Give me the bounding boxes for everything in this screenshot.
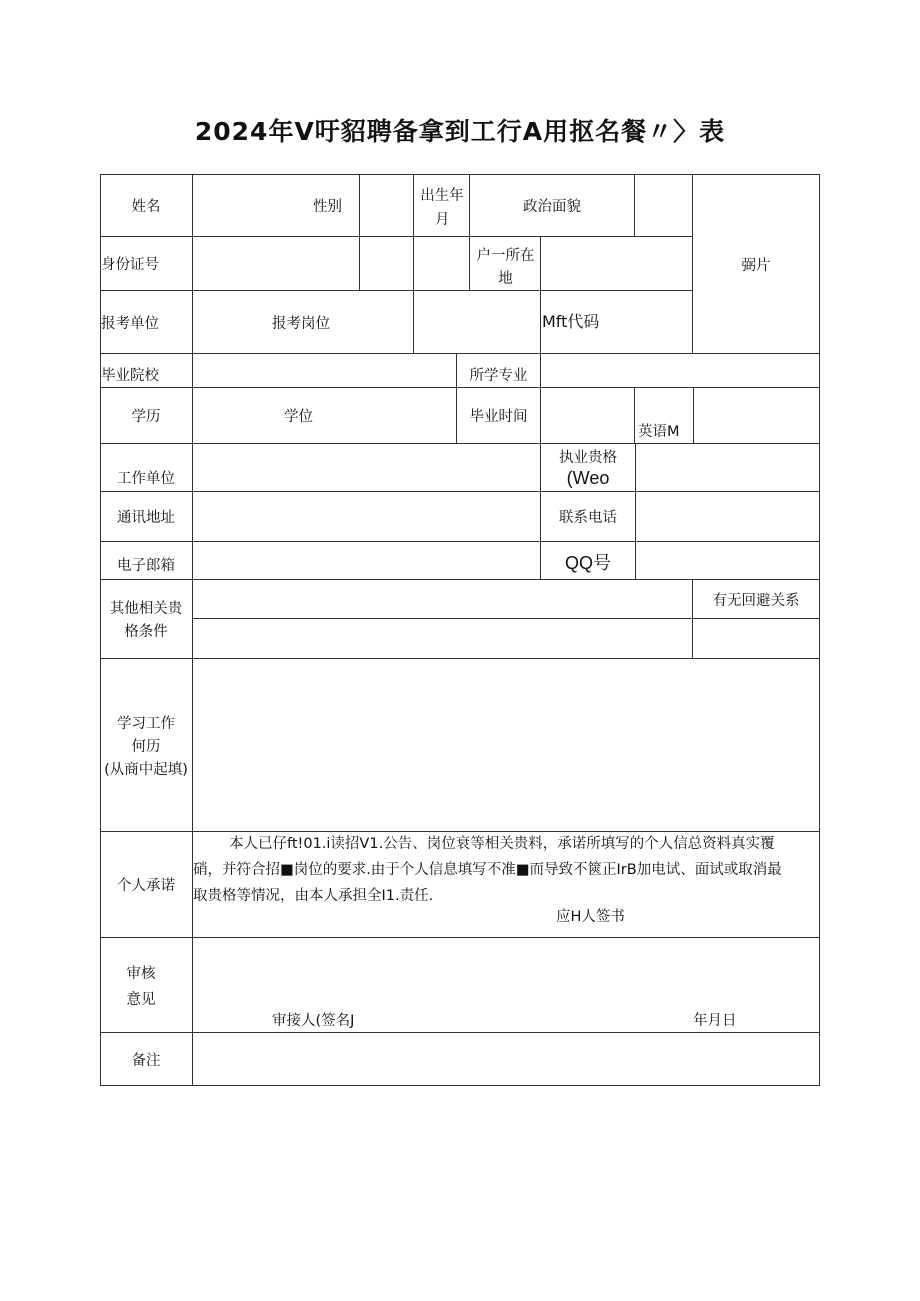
english-level-field[interactable] — [695, 389, 818, 442]
qq-field[interactable] — [637, 543, 818, 578]
hukou-label-line1: 户一所在 — [476, 248, 535, 264]
school-field[interactable] — [194, 355, 455, 386]
avoidance-label: 有无回避关系 — [712, 593, 800, 609]
gender-label: 性别 — [313, 199, 342, 215]
pledge-line-2: 硝，并符合招■岗位的要求.由于个人信息填写不准■而导致不篋正IrB加电试、面试或取消最 — [193, 862, 782, 878]
birth-label-line1: 出生年 — [420, 188, 464, 204]
hukou-field[interactable] — [542, 238, 691, 289]
id-number-label: 身份证号 — [101, 257, 159, 273]
remarks-field[interactable] — [194, 1034, 818, 1084]
address-label: 通讯地址 — [117, 510, 175, 526]
major-label: 所学专业 — [469, 368, 528, 384]
major-field[interactable] — [542, 355, 818, 386]
apply-unit-field[interactable] — [194, 292, 264, 352]
email-field[interactable] — [194, 543, 539, 578]
pledge-line-3: 取贵格等情况，由本人承担全I1.责任. — [193, 888, 434, 904]
hukou-label-line2: 地 — [498, 271, 513, 287]
degree-field[interactable] — [330, 389, 455, 442]
pledge-text — [193, 831, 819, 909]
email-label: 电子郎箱 — [117, 558, 175, 574]
apply-unit-label: 报考单位 — [101, 316, 159, 332]
grad-time-field[interactable] — [542, 389, 633, 442]
degree-label: 学位 — [284, 409, 313, 425]
english-level-label: 英语M — [638, 424, 680, 440]
name-label: 姓名 — [131, 199, 161, 215]
resume-label-line2: 何历 — [131, 739, 161, 755]
avoidance-field[interactable] — [694, 620, 818, 657]
remarks-label: 备注 — [131, 1053, 161, 1069]
resume-label-line3: (从商中起填) — [104, 762, 188, 778]
other-qualifications-label-line2: 格条件 — [124, 624, 168, 640]
reviewer-signature-label: 审接人(签名J — [272, 1013, 355, 1029]
qq-label: QQ号 — [564, 553, 611, 573]
pledge-line-1 — [193, 831, 819, 857]
phone-field[interactable] — [637, 493, 818, 540]
work-unit-label: 工作单位 — [117, 471, 175, 487]
review-label-line2: 意见 — [126, 992, 156, 1008]
gender-field[interactable] — [361, 176, 412, 235]
apply-post-label: 报考岗位 — [272, 316, 330, 332]
review-date-label: 年月日 — [693, 1013, 737, 1029]
photo-box[interactable] — [694, 176, 818, 352]
name-field[interactable] — [194, 176, 304, 235]
signature-label: 应H人签书 — [556, 909, 625, 925]
id-number-field[interactable] — [194, 238, 358, 289]
review-label-line1: 审核 — [126, 966, 156, 982]
review-opinion-field[interactable] — [194, 939, 818, 1009]
grad-time-label: 毕业时间 — [469, 409, 528, 425]
political-status-field[interactable] — [636, 176, 691, 235]
post-code-field[interactable] — [610, 292, 691, 352]
page-title: 2024年V吁貂聘备拿到工行A用抠名餐〃〉表 — [194, 117, 726, 146]
phone-label: 联系电话 — [559, 510, 617, 526]
qualification-label-line2: (Weo — [566, 468, 610, 488]
apply-post-field[interactable] — [415, 292, 539, 352]
education-label: 学历 — [131, 409, 161, 425]
school-label: 毕业院校 — [101, 368, 159, 384]
political-status-label: 政治面貌 — [523, 199, 581, 215]
address-field[interactable] — [194, 493, 539, 540]
pledge-label: 个人承诺 — [117, 878, 175, 894]
id-number-field-tail[interactable] — [415, 238, 468, 289]
other-qualifications-label-line1: 其他相关贵 — [109, 601, 183, 617]
resume-field[interactable] — [194, 660, 818, 830]
other-qualifications-field-1[interactable] — [194, 581, 691, 617]
pledge-line-1-text: 本人已仔ft!01.i读招V1.公告、岗位衰等相关贵料，承诺所填写的个人信总资料真实覆 — [229, 836, 775, 852]
other-qualifications-field-2[interactable] — [194, 620, 691, 657]
work-unit-field[interactable] — [194, 445, 539, 490]
birth-label-line2: 月 — [435, 212, 450, 228]
id-number-field-extra[interactable] — [361, 238, 412, 289]
education-field[interactable] — [194, 389, 274, 442]
photo-label: 弼片 — [741, 258, 771, 274]
resume-label-line1: 学习工作 — [117, 716, 175, 732]
qualification-label-line1: 执业贵格 — [559, 450, 617, 466]
qualification-field[interactable] — [637, 445, 818, 490]
post-code-label: Mft代码 — [542, 312, 600, 331]
